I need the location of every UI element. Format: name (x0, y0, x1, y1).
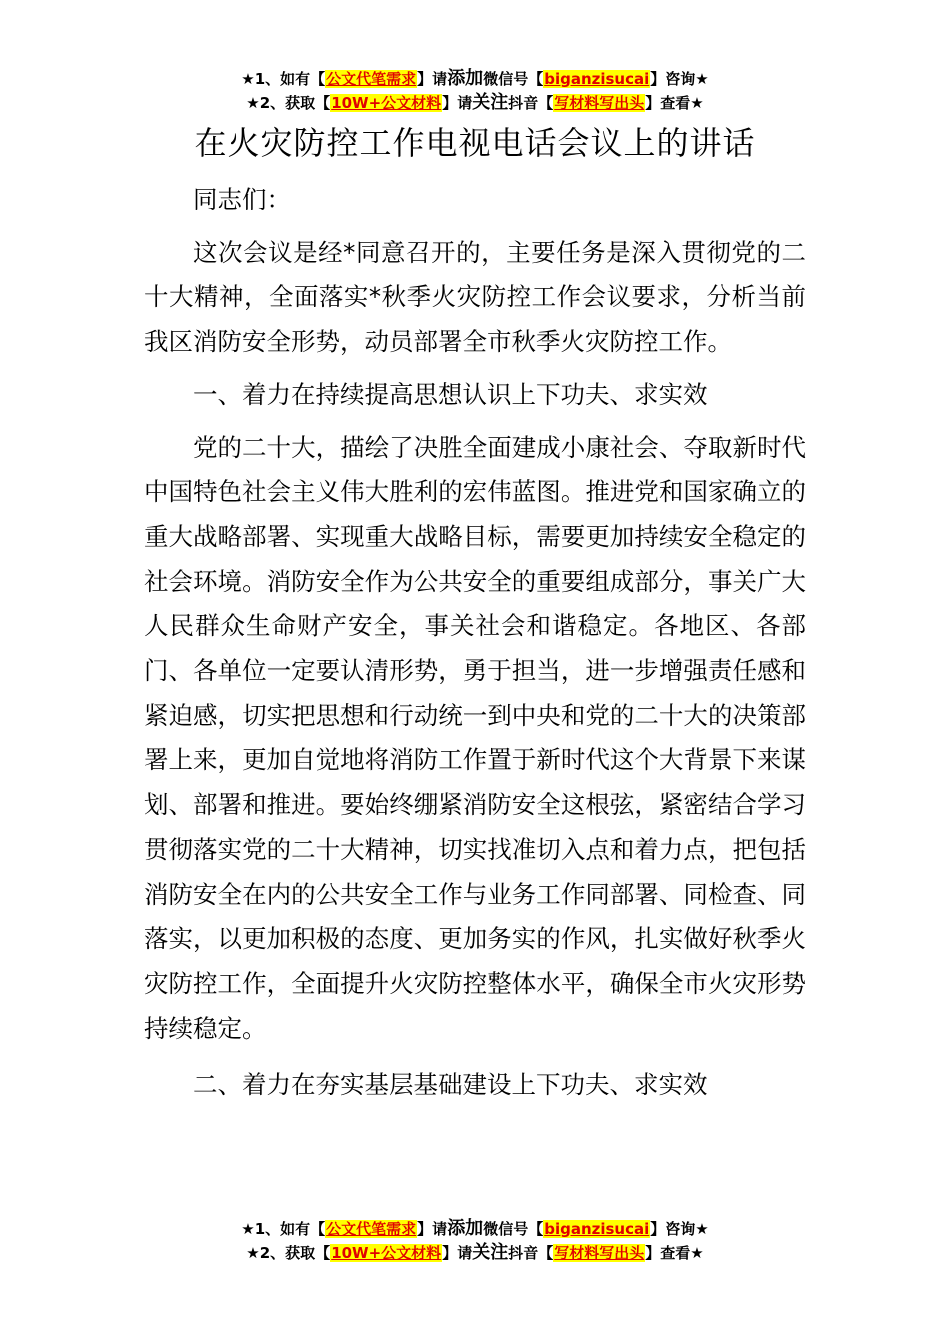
section-heading-2: 二、着力在夯实基层基础建设上下功夫、求实效 (193, 1070, 708, 1100)
promo-highlight-service: 公文代笔需求 (326, 1220, 417, 1238)
promo-highlight-service: 公文代笔需求 (326, 70, 417, 88)
promo-line-2: ★2、获取【10W+公文材料】请关注抖音【写材料写出头】查看★ (246, 92, 704, 113)
promo-line-1: ★1、如有【公文代笔需求】请添加微信号【biganzisucai】咨询★ (241, 1218, 709, 1239)
promo-highlight-materials: 10W+公文材料 (331, 94, 442, 112)
document-body (144, 178, 806, 1108)
promo-highlight-douyin: 写材料写出头 (554, 94, 645, 112)
paragraph-intro: 这次会议是经*同意召开的，主要任务是深入贯彻党的二十大精神，全面落实*秋季火灾防控工作会议要求，分析当前我区消防安全形势，动员部署全市秋季火灾防控工作。 (144, 237, 806, 357)
promo-banner-top (0, 67, 950, 115)
promo-banner-bottom (0, 1217, 950, 1265)
paragraph-section-1: 党的二十大，描绘了决胜全面建成小康社会、夺取新时代中国特色社会主义伟大胜利的宏伟蓝图。推进党和国家确立的重大战略部署、实现重大战略目标，需要更加持续安全稳定的社会环境。消防安全作为公共安全的重要组成部分，事关广大人民群众生命财产安全，事关社会和谐稳定。各地区、各部门、各单位一定要认清形势，勇于担当，进一步增强责任感和紧迫感，切实把思想和行动统一到中央和党的二十大的决策部署上来，更加自觉地将消防工作置于新时代这个大背景下来谋划、部署和推进。要始终绷紧消防安全这根弦，紧密结合学习贯彻落实党的二十大精神，切实找准切入点和着力点，把包括消防安全在内的公共安全工作与业务工作同部署、同检查、同落实，以更加积极的态度、更加务实的作风，扎实做好秋季火灾防控工作，全面提升火灾防控整体水平，确保全市火灾形势持续稳定。 (144, 432, 806, 1043)
document-title: 在火灾防控工作电视电话会议上的讲话 (194, 124, 756, 162)
salutation: 同志们： (193, 185, 291, 214)
promo-line-1: ★1、如有【公文代笔需求】请添加微信号【biganzisucai】咨询★ (241, 68, 709, 89)
promo-highlight-materials: 10W+公文材料 (331, 1244, 442, 1262)
promo-highlight-wechat-id: biganzisucai (544, 70, 650, 88)
promo-highlight-wechat-id: biganzisucai (544, 1220, 650, 1238)
promo-line-2: ★2、获取【10W+公文材料】请关注抖音【写材料写出头】查看★ (246, 1242, 704, 1263)
section-heading-1: 一、着力在持续提高思想认识上下功夫、求实效 (193, 379, 708, 409)
promo-highlight-douyin: 写材料写出头 (554, 1244, 645, 1262)
